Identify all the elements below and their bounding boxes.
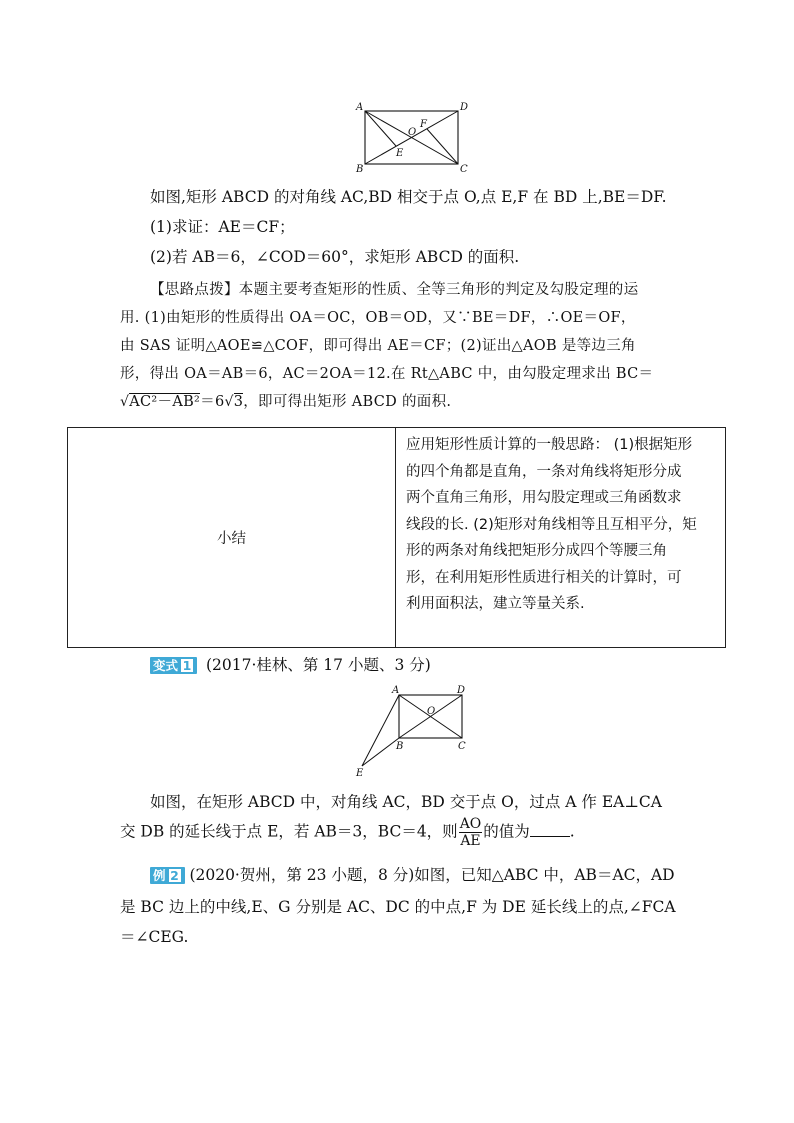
label-d: D — [460, 102, 469, 113]
summary-line: 利用面积法，建立等量关系. — [406, 596, 585, 612]
hint-line-5: √AC²－AB²＝6√3，即可得出矩形 ABCD 的面积. — [120, 394, 452, 410]
example-badge: 例 2 — [150, 867, 185, 884]
summary-line: 两个直角三角形，用勾股定理或三角函数求 — [406, 490, 682, 506]
hint-tail: ，即可得出矩形 ABCD 的面积. — [243, 394, 452, 410]
variant1-line2-before: 交 DB 的延长线于点 E，若 AB＝3，BC＝4，则 — [120, 822, 458, 841]
segment-cf — [427, 129, 458, 164]
segment-ae — [365, 111, 396, 146]
summary-content — [396, 428, 726, 648]
label-c: C — [460, 164, 468, 175]
sqrt-three: 3 — [233, 394, 244, 410]
equals-six: ＝6 — [200, 394, 225, 410]
problem1-part1: (1)求证：AE＝CF； — [150, 218, 295, 236]
example2-line1 — [150, 865, 675, 885]
example2-line3: ＝∠CEG. — [120, 928, 189, 946]
hint-paragraph — [120, 278, 685, 414]
fraction-ao-ae: $\frac{AO}{AE}$ — [459, 816, 482, 849]
figure-rectangle-abcd — [350, 98, 480, 176]
summary-line: 应用矩形性质计算的一般思路： (1)根据矩形 — [406, 437, 693, 453]
hint-line-4: 形，得出 OA＝AB＝6，AC＝2OA＝12.在 Rt△ABC 中，由勾股定理求出 BC＝ — [120, 366, 654, 382]
variant-badge: 变式 1 — [150, 657, 197, 674]
variant1-source: (2017·桂林、第 17 小题、3 分) — [205, 656, 431, 674]
label-a: A — [356, 102, 364, 113]
variant1-line2-after: 的值为 — [483, 822, 530, 841]
hint-line-3: 由 SAS 证明△AOE≌△COF，即可得出 AE＝CF；(2)证出△AOB 是等边三角 — [120, 338, 636, 354]
problem1-statement: 如图,矩形 ABCD 的对角线 AC,BD 相交于点 O,点 E,F 在 BD 上,BE＝DF. — [150, 188, 667, 206]
label-b: B — [396, 741, 404, 752]
answer-blank[interactable] — [530, 822, 570, 837]
label-o: O — [427, 706, 436, 717]
summary-line: 线段的长. (2)矩形对角线相等且互相平分，矩 — [406, 516, 697, 533]
sqrt-expression: AC²－AB² — [129, 394, 201, 410]
label-o: O — [408, 127, 417, 138]
label-c: C — [458, 741, 466, 752]
label-f: F — [420, 119, 427, 130]
label-e: E — [356, 768, 364, 779]
hint-line-1: 【思路点拨】本题主要考查矩形的性质、全等三角形的判定及勾股定理的运 — [150, 282, 639, 298]
variant1-header — [150, 655, 431, 675]
example2-line2: 是 BC 边上的中线,E、G 分别是 AC、DC 的中点,F 为 DE 延长线上的点,∠FCA — [120, 898, 676, 916]
segment-ae — [362, 695, 399, 766]
extension-be — [362, 738, 399, 766]
label-a: A — [392, 685, 400, 696]
hint-line-2: 用. (1)由矩形的性质得出 OA＝OC，OB＝OD，又∵BE＝DF，∴OE＝OF， — [120, 310, 636, 326]
variant1-statement-line2: 交 DB 的延长线于点 E，若 AB＝3，BC＝4，则 $\frac{AO}{AE}$ 的值为 . — [120, 816, 575, 849]
variant1-statement-line1: 如图，在矩形 ABCD 中，对角线 AC，BD 交于点 O，过点 A 作 EA⊥CA — [150, 793, 662, 811]
figure-rectangle-with-e — [350, 682, 475, 782]
label-b: B — [356, 164, 364, 175]
summary-line: 形，在利用矩形性质进行相关的计算时，可 — [406, 569, 682, 586]
summary-line: 形的两条对角线把矩形分成四个等腰三角 — [406, 543, 667, 559]
example2-text-line1: (2020·贺州，第 23 小题，8 分)如图，已知△ABC 中，AB＝AC，AD — [184, 866, 675, 884]
summary-line: 的四个角都是直角，一条对角线将矩形分成 — [406, 463, 682, 480]
label-e: E — [396, 148, 404, 159]
label-d: D — [457, 685, 466, 696]
summary-label: 小结 — [68, 428, 396, 648]
problem1-part2: (2)若 AB＝6，∠COD＝60°，求矩形 ABCD 的面积. — [150, 248, 520, 266]
summary-table — [67, 427, 726, 648]
